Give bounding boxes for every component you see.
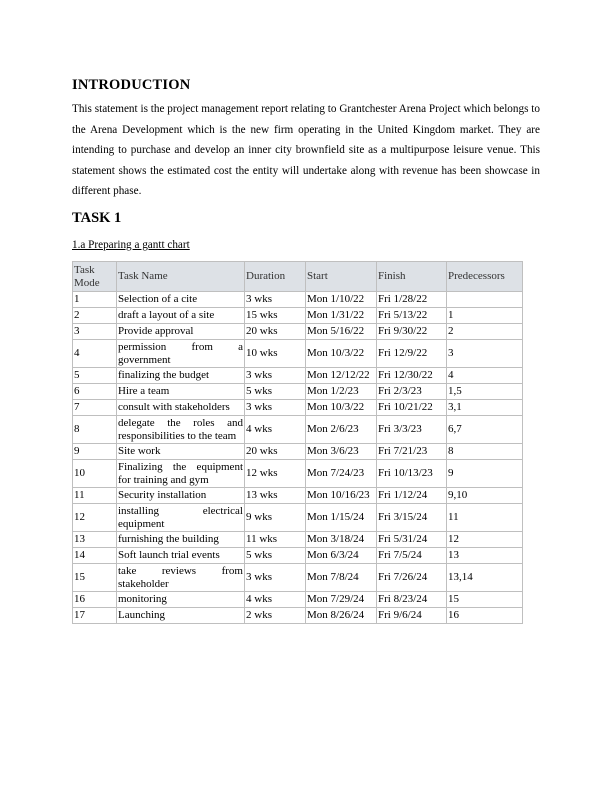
column-header-duration: Duration — [245, 262, 306, 292]
cell-task-name: delegate the roles and responsibilities to the team — [118, 417, 243, 442]
cell-duration: 9 wks — [245, 504, 306, 532]
cell-duration: 15 wks — [245, 308, 306, 324]
table-row — [73, 488, 523, 504]
cell-predecessors: 9,10 — [447, 488, 523, 504]
cell-duration: 3 wks — [245, 368, 306, 384]
cell-predecessors: 4 — [447, 368, 523, 384]
cell-duration: 20 wks — [245, 324, 306, 340]
cell-finish: Fri 12/30/22 — [377, 368, 447, 384]
cell-start: Mon 7/24/23 — [306, 460, 377, 488]
table-header-row — [73, 262, 523, 292]
cell-finish: Fri 7/5/24 — [377, 548, 447, 564]
cell-finish: Fri 5/31/24 — [377, 532, 447, 548]
cell-start: Mon 3/6/23 — [306, 444, 377, 460]
cell-predecessors: 12 — [447, 532, 523, 548]
cell-task-mode: 12 — [73, 504, 117, 532]
cell-start: Mon 3/18/24 — [306, 532, 377, 548]
cell-task-mode: 5 — [73, 368, 117, 384]
cell-finish: Fri 10/21/22 — [377, 400, 447, 416]
cell-predecessors: 11 — [447, 504, 523, 532]
cell-task-name: Launching — [117, 608, 245, 624]
cell-finish: Fri 7/21/23 — [377, 444, 447, 460]
cell-predecessors: 2 — [447, 324, 523, 340]
table-row — [73, 444, 523, 460]
cell-start: Mon 12/12/22 — [306, 368, 377, 384]
cell-finish: Fri 3/3/23 — [377, 416, 447, 444]
cell-task-name: take reviews from stakeholder — [118, 565, 243, 590]
cell-predecessors: 9 — [447, 460, 523, 488]
cell-task-mode: 2 — [73, 308, 117, 324]
cell-task-name: monitoring — [117, 592, 245, 608]
cell-duration: 5 wks — [245, 384, 306, 400]
task-heading: TASK 1 — [72, 210, 122, 226]
table-row — [73, 548, 523, 564]
cell-finish: Fri 2/3/23 — [377, 384, 447, 400]
cell-finish: Fri 10/13/23 — [377, 460, 447, 488]
cell-task-mode: 11 — [73, 488, 117, 504]
cell-duration: 4 wks — [245, 592, 306, 608]
table-row — [73, 384, 523, 400]
cell-start: Mon 2/6/23 — [306, 416, 377, 444]
cell-predecessors: 1,5 — [447, 384, 523, 400]
table-row — [73, 608, 523, 624]
cell-task-name: consult with stakeholders — [117, 400, 245, 416]
table-row — [73, 400, 523, 416]
cell-task-mode: 17 — [73, 608, 117, 624]
table-row — [73, 564, 523, 592]
gantt-table — [72, 261, 523, 624]
table-row — [73, 592, 523, 608]
cell-task-mode: 16 — [73, 592, 117, 608]
cell-predecessors: 13 — [447, 548, 523, 564]
cell-task-mode: 15 — [73, 564, 117, 592]
cell-predecessors: 15 — [447, 592, 523, 608]
cell-task-name: Security installation — [117, 488, 245, 504]
table-row — [73, 340, 523, 368]
cell-task-mode: 7 — [73, 400, 117, 416]
cell-task-name: Provide approval — [117, 324, 245, 340]
cell-start: Mon 5/16/22 — [306, 324, 377, 340]
cell-start: Mon 6/3/24 — [306, 548, 377, 564]
cell-task-name: Soft launch trial events — [117, 548, 245, 564]
cell-start: Mon 1/2/23 — [306, 384, 377, 400]
cell-duration: 3 wks — [245, 400, 306, 416]
cell-start: Mon 1/31/22 — [306, 308, 377, 324]
cell-task-mode: 1 — [73, 292, 117, 308]
cell-start: Mon 10/16/23 — [306, 488, 377, 504]
cell-finish: Fri 9/30/22 — [377, 324, 447, 340]
cell-predecessors: 6,7 — [447, 416, 523, 444]
cell-predecessors: 3,1 — [447, 400, 523, 416]
gantt-subheading: 1.a Preparing a gantt chart — [72, 239, 190, 251]
cell-task-name: draft a layout of a site — [117, 308, 245, 324]
cell-task-name: finalizing the budget — [117, 368, 245, 384]
column-header-predecessors: Predecessors — [447, 262, 523, 292]
cell-task-name: permission from a government — [118, 341, 243, 366]
cell-task-name: installing electrical equipment — [118, 505, 243, 530]
column-header-finish: Finish — [377, 262, 447, 292]
cell-task-mode: 6 — [73, 384, 117, 400]
table-row — [73, 460, 523, 488]
cell-duration: 3 wks — [245, 564, 306, 592]
table-row — [73, 416, 523, 444]
cell-task-mode: 13 — [73, 532, 117, 548]
cell-task-mode: 14 — [73, 548, 117, 564]
cell-finish: Fri 1/28/22 — [377, 292, 447, 308]
cell-start: Mon 10/3/22 — [306, 400, 377, 416]
column-header-task-name: Task Name — [117, 262, 245, 292]
table-row — [73, 292, 523, 308]
cell-finish: Fri 7/26/24 — [377, 564, 447, 592]
cell-duration: 5 wks — [245, 548, 306, 564]
cell-duration: 20 wks — [245, 444, 306, 460]
cell-predecessors — [447, 292, 523, 308]
cell-start: Mon 7/8/24 — [306, 564, 377, 592]
cell-finish: Fri 12/9/22 — [377, 340, 447, 368]
cell-finish: Fri 1/12/24 — [377, 488, 447, 504]
column-header-task-mode: Task Mode — [73, 262, 117, 292]
table-row — [73, 368, 523, 384]
table-row — [73, 308, 523, 324]
cell-task-mode: 10 — [73, 460, 117, 488]
cell-finish: Fri 5/13/22 — [377, 308, 447, 324]
introduction-heading: INTRODUCTION — [72, 77, 191, 93]
cell-finish: Fri 9/6/24 — [377, 608, 447, 624]
cell-predecessors: 1 — [447, 308, 523, 324]
cell-task-name: Selection of a cite — [117, 292, 245, 308]
cell-finish: Fri 3/15/24 — [377, 504, 447, 532]
cell-task-mode: 4 — [73, 340, 117, 368]
cell-duration: 13 wks — [245, 488, 306, 504]
cell-task-mode: 3 — [73, 324, 117, 340]
cell-task-name: Site work — [117, 444, 245, 460]
cell-start: Mon 8/26/24 — [306, 608, 377, 624]
cell-start: Mon 1/10/22 — [306, 292, 377, 308]
cell-task-mode: 8 — [73, 416, 117, 444]
cell-task-name: Hire a team — [117, 384, 245, 400]
cell-start: Mon 10/3/22 — [306, 340, 377, 368]
cell-duration: 4 wks — [245, 416, 306, 444]
cell-duration: 12 wks — [245, 460, 306, 488]
table-body — [73, 292, 523, 624]
cell-predecessors: 8 — [447, 444, 523, 460]
column-header-start: Start — [306, 262, 377, 292]
cell-predecessors: 13,14 — [447, 564, 523, 592]
cell-duration: 10 wks — [245, 340, 306, 368]
cell-start: Mon 7/29/24 — [306, 592, 377, 608]
introduction-paragraph: This statement is the project management report relating to Grantchester Arena Project which belongs to the Arena Development which is the new firm operating in the United Kingdom market. They are intending to purchase and develop an inner city brownfield site as a multipurpose leisure venue. This statement shows the estimated cost the entity will undertake along with revenue has been showcase in different phase. — [72, 103, 540, 198]
cell-task-name: Finalizing the equipment for training and gym — [118, 461, 243, 486]
cell-task-mode: 9 — [73, 444, 117, 460]
table-row — [73, 324, 523, 340]
cell-finish: Fri 8/23/24 — [377, 592, 447, 608]
cell-duration: 11 wks — [245, 532, 306, 548]
cell-predecessors: 3 — [447, 340, 523, 368]
table-row — [73, 532, 523, 548]
cell-duration: 2 wks — [245, 608, 306, 624]
cell-task-name: furnishing the building — [117, 532, 245, 548]
cell-predecessors: 16 — [447, 608, 523, 624]
table-row — [73, 504, 523, 532]
cell-start: Mon 1/15/24 — [306, 504, 377, 532]
cell-duration: 3 wks — [245, 292, 306, 308]
